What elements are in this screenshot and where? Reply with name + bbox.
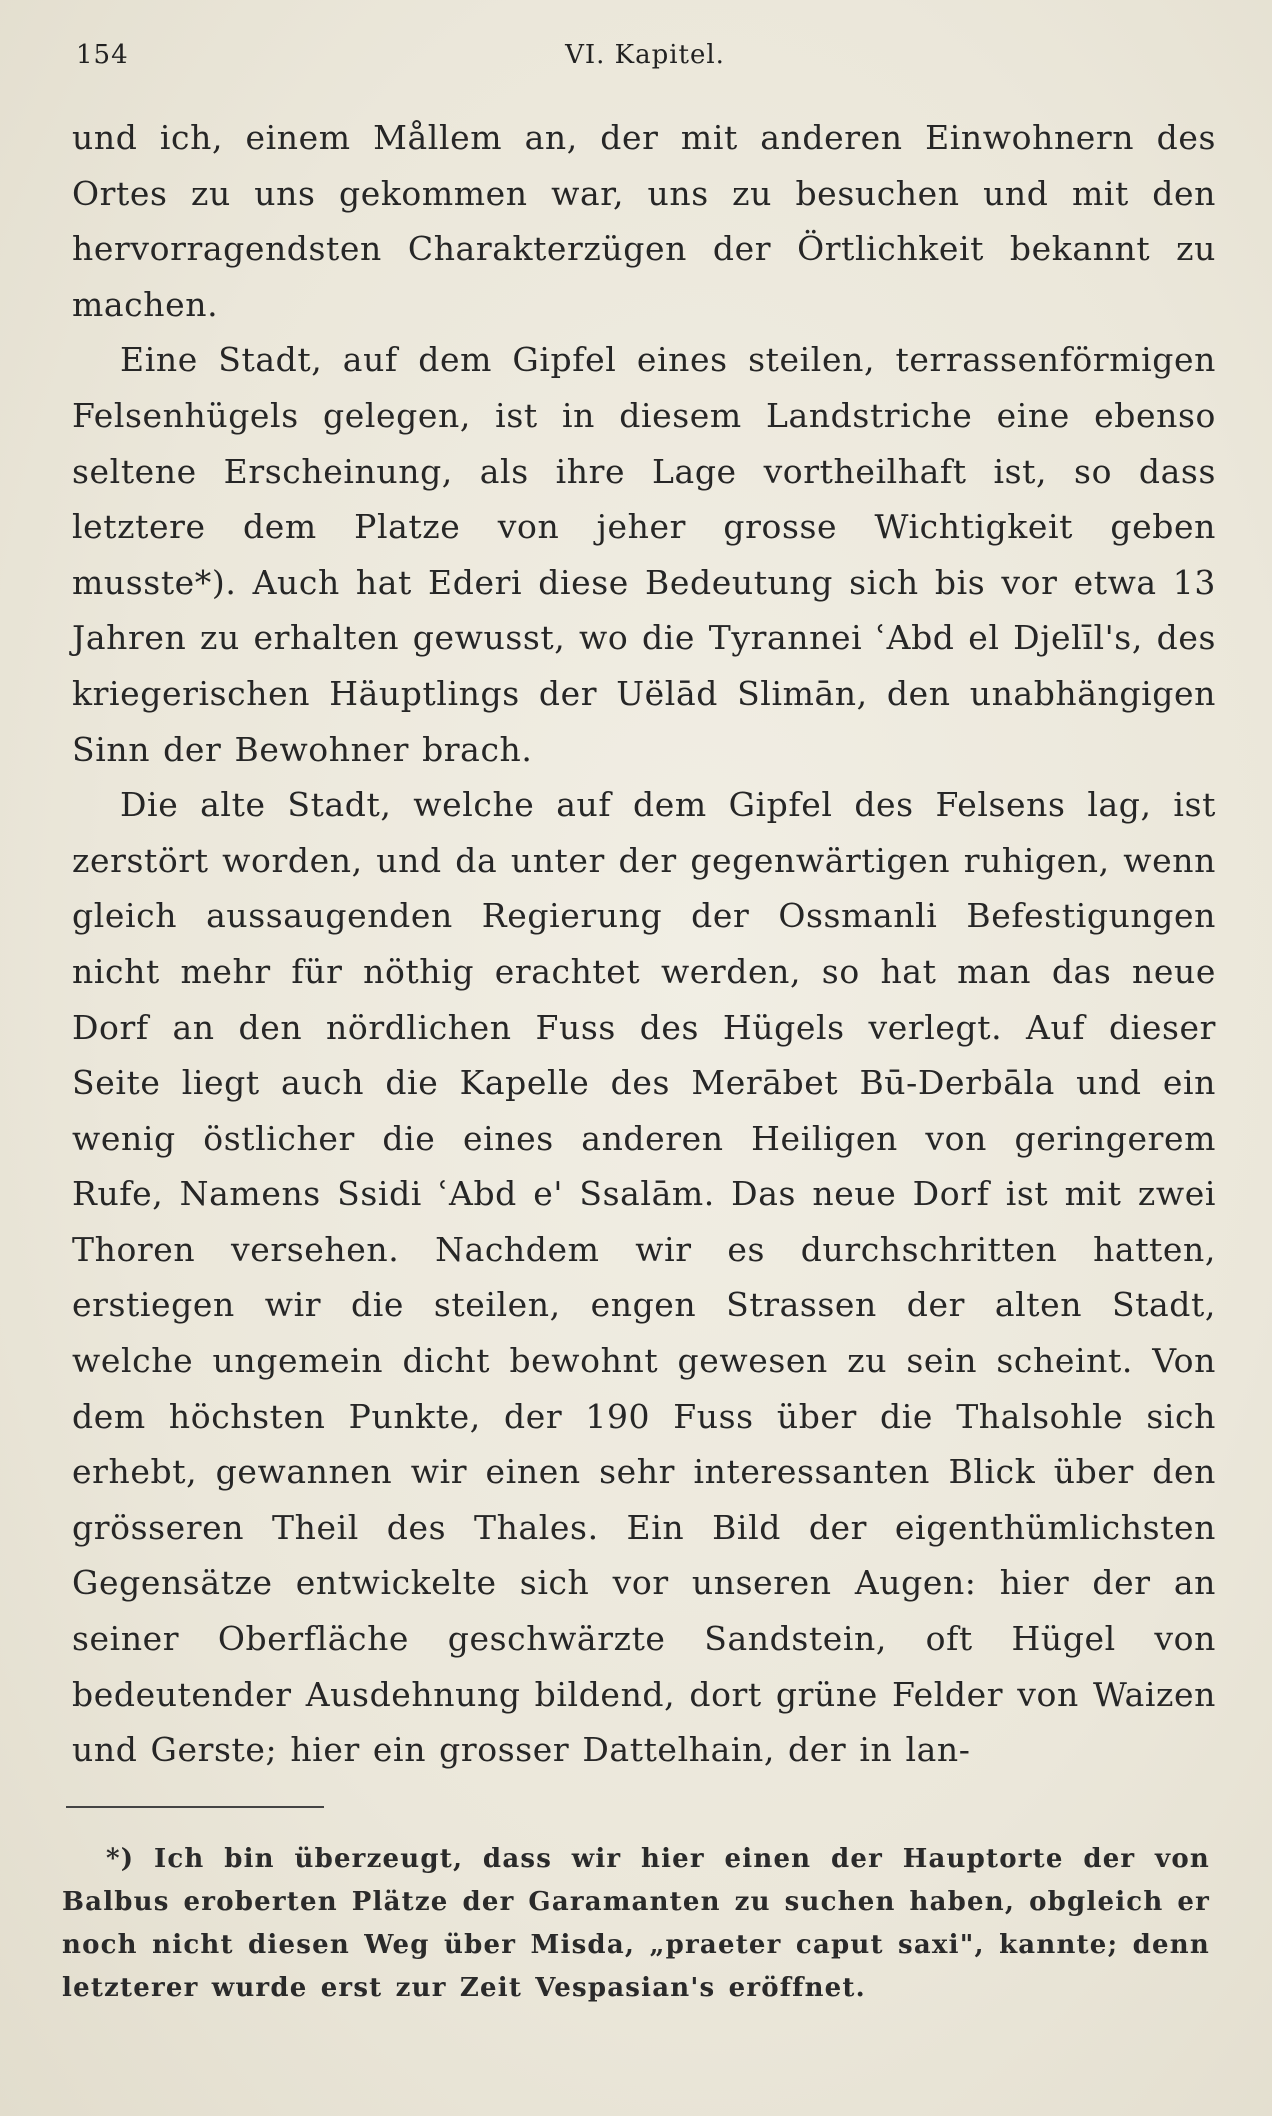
page-header (76, 40, 1214, 80)
footnotes (62, 1838, 1210, 2010)
footnote: *) Ich bin überzeugt, dass wir hier einen der Hauptorte der von Balbus eroberten Plätze der Garamanten zu suchen haben, obgleich er noch nicht diesen Weg über Misda, „praeter caput saxi", kannte; denn letzterer wurde erst zur Zeit Vespasian's eröffnet. (62, 1844, 1210, 2003)
paragraph: und ich, einem Mållem an, der mit anderen Einwohnern des Ortes zu uns gekommen war, uns zu besuchen und mit den hervorragendsten Charakterzügen der Örtlichkeit bekannt zu machen. (72, 118, 1216, 324)
page-number: 154 (76, 40, 129, 70)
paragraph: Eine Stadt, auf dem Gipfel eines steilen, terrassenförmigen Felsenhügels gelegen, ist in diesem Landstriche eine ebenso seltene Erscheinung, als ihre Lage vortheilhaft ist, so dass letztere dem Platze von jeher grosse Wichtigkeit geben musste*). Auch hat Ederi diese Bedeutung sich bis vor etwa 13 Jahren zu erhalten gewusst, wo die Tyrannei ʿAbd el Djelīl's, des kriegerischen Häuptlings der Uëlād Slimān, den unabhängigen Sinn der Bewohner brach. (72, 340, 1216, 769)
paragraph: Die alte Stadt, welche auf dem Gipfel des Felsens lag, ist zerstört worden, und da unter der gegenwärtigen ruhigen, wenn gleich aussaugenden Regierung der Ossmanli Befestigungen nicht mehr für nöthig erachtet werden, so hat man das neue Dorf an den nördlichen Fuss des Hügels verlegt. Auf dieser Seite liegt auch die Kapelle des Merābet Bū-Derbāla und ein wenig östlicher die eines anderen Heiligen von geringerem Rufe, Namens Ssidi ʿAbd e' Ssalām. Das neue Dorf ist mit zwei Thoren versehen. Nachdem wir es durchschritten hatten, erstiegen wir die steilen, engen Strassen der alten Stadt, welche ungemein dicht bewohnt gewesen zu sein scheint. Von dem höchsten Punkte, der 190 Fuss über die Thalsohle sich erhebt, gewannen wir einen sehr interessanten Blick über den grösseren Theil des Thales. Ein Bild der eigenthümlichsten Gegensätze entwickelte sich vor unseren Augen: hier der an seiner Oberfläche geschwärzte Sandstein, oft Hügel von bedeutender Ausdehnung bildend, dort grüne Felder von Waizen und Gerste; hier ein grosser Dattelhain, der in lan- (72, 785, 1216, 1770)
footnote-divider (66, 1806, 324, 1808)
running-title: VI. Kapitel. (565, 40, 725, 70)
body-text (72, 110, 1216, 1778)
